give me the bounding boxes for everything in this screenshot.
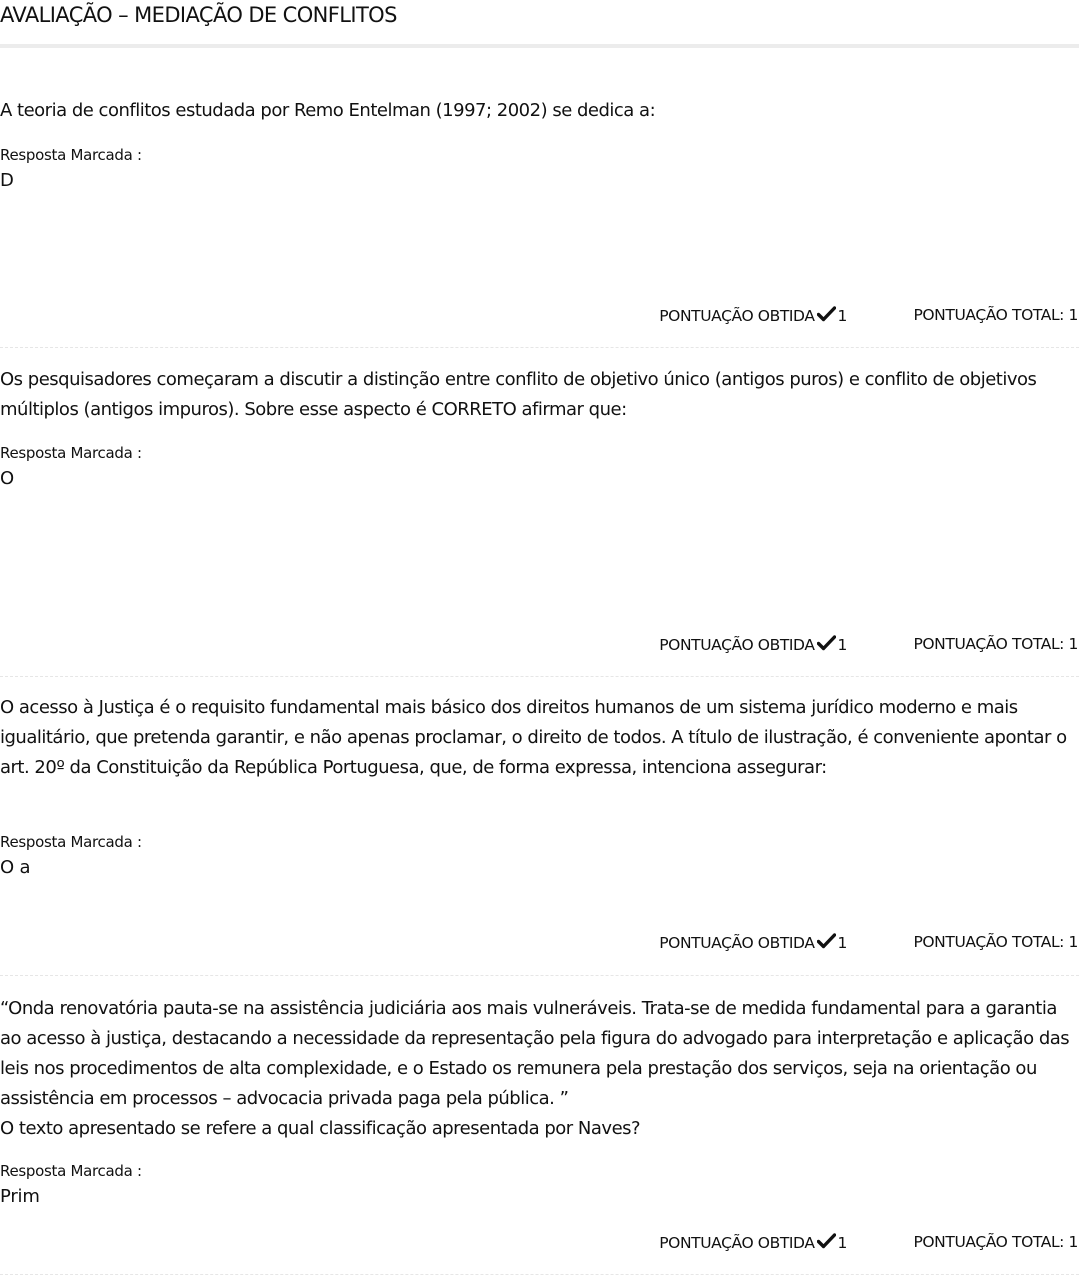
score-total: PONTUAÇÃO TOTAL: 1 xyxy=(913,1233,1078,1251)
score-row xyxy=(619,306,1079,328)
question-text: Os pesquisadores começaram a discutir a distinção entre conflito de objetivo único (antigos puros) e conflito de objetivos múltiplos (antigos impuros). Sobre esse aspecto é CORRETO afirmar que: xyxy=(0,369,1037,420)
score-obtained-label: PONTUAÇÃO OBTIDA xyxy=(659,307,815,325)
answer-label: Resposta Marcada : xyxy=(0,1162,142,1180)
check-icon xyxy=(817,635,836,651)
question-text xyxy=(0,994,1075,1144)
answer-value: O a xyxy=(0,857,31,878)
score-row xyxy=(619,933,1079,955)
answer-label: Resposta Marcada : xyxy=(0,833,142,851)
score-row xyxy=(619,1233,1079,1255)
answer-label: Resposta Marcada : xyxy=(0,146,142,164)
page-title: AVALIAÇÃO – MEDIAÇÃO DE CONFLITOS xyxy=(0,3,397,27)
score-obtained xyxy=(659,306,847,325)
score-obtained-label: PONTUAÇÃO OBTIDA xyxy=(659,636,815,654)
check-icon xyxy=(817,306,836,322)
score-obtained xyxy=(659,933,847,952)
answer-label: Resposta Marcada : xyxy=(0,444,142,462)
check-icon xyxy=(817,933,836,949)
score-obtained-value: 1 xyxy=(837,307,847,325)
page-header xyxy=(0,0,1079,48)
question-card xyxy=(0,96,1079,348)
question-text-prompt: O texto apresentado se refere a qual classificação apresentada por Naves? xyxy=(0,1118,641,1139)
score-obtained-value: 1 xyxy=(837,934,847,952)
question-card xyxy=(0,693,1079,976)
answer-value: Prim xyxy=(0,1186,40,1207)
question-text: A teoria de conflitos estudada por Remo Entelman (1997; 2002) se dedica a: xyxy=(0,100,656,121)
score-total: PONTUAÇÃO TOTAL: 1 xyxy=(913,933,1078,951)
score-obtained xyxy=(659,1233,847,1252)
check-icon xyxy=(817,1233,836,1249)
score-obtained-value: 1 xyxy=(837,636,847,654)
answer-value: O xyxy=(0,468,14,489)
question-text: O acesso à Justiça é o requisito fundamental mais básico dos direitos humanos de um sistema jurídico moderno e mais igualitário, que pretenda garantir, e não apenas proclamar, o direito de todos. A título de ilustração, é conveniente apontar o art. 20º da Constituição da República Portuguesa, que, de forma expressa, intenciona assegurar: xyxy=(0,697,1067,778)
score-total: PONTUAÇÃO TOTAL: 1 xyxy=(913,306,1078,324)
score-row xyxy=(619,635,1079,657)
question-card xyxy=(0,994,1079,1275)
score-obtained-label: PONTUAÇÃO OBTIDA xyxy=(659,1234,815,1252)
score-obtained-value: 1 xyxy=(837,1234,847,1252)
question-card xyxy=(0,365,1079,677)
answer-value: D xyxy=(0,170,14,191)
score-obtained xyxy=(659,635,847,654)
score-total: PONTUAÇÃO TOTAL: 1 xyxy=(913,635,1078,653)
question-text-quote: “Onda renovatória pauta-se na assistência judiciária aos mais vulneráveis. Trata-se de medida fundamental para a garantia ao acesso à justiça, destacando a necessidade da representação pela figura do advogado para interpretação e aplicação das leis nos procedimentos de alta complexidade, e o Estado os remunera pela prestação dos serviços, seja na orientação ou assistência em processos – advocacia privada paga pela pública. ” xyxy=(0,998,1070,1109)
score-obtained-label: PONTUAÇÃO OBTIDA xyxy=(659,934,815,952)
